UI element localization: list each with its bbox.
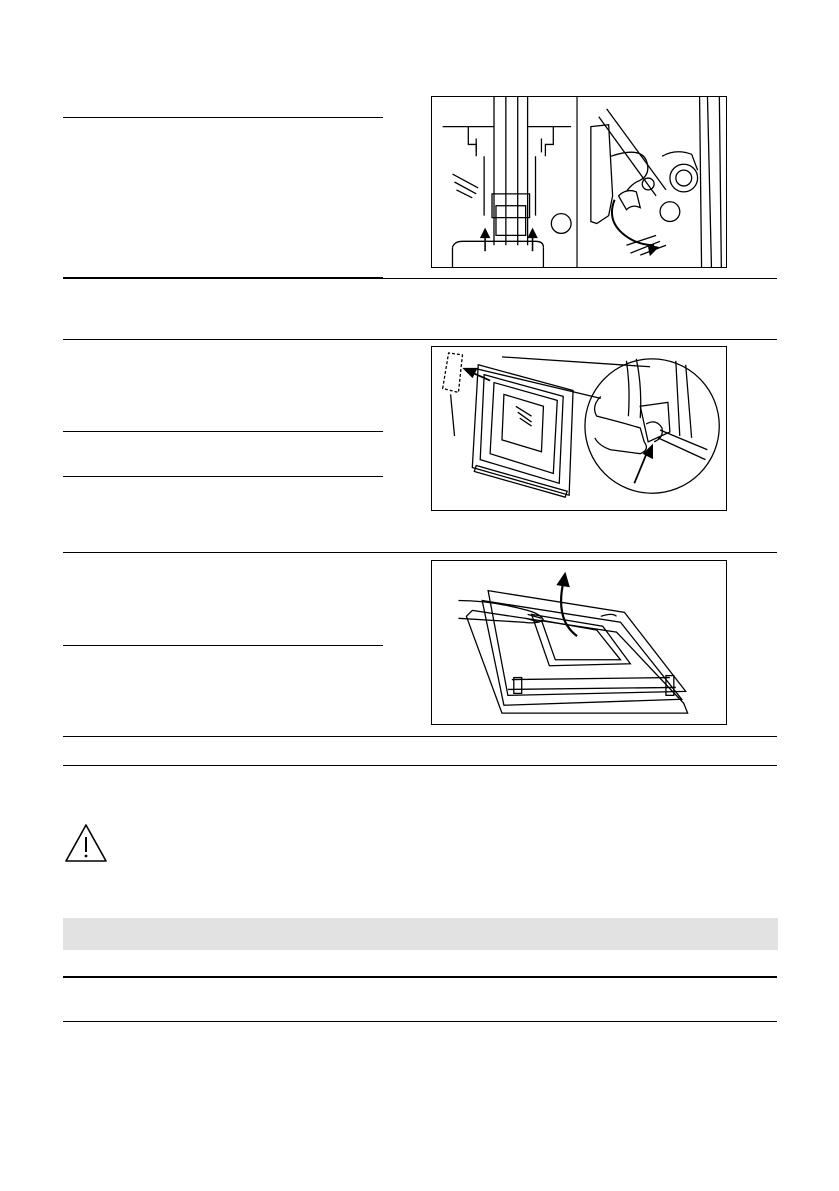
warning-triangle-icon [64, 823, 108, 863]
glass-panel-figure [431, 560, 727, 725]
table-rule [63, 736, 777, 737]
table-rule [63, 431, 383, 432]
table-rule [63, 645, 383, 646]
table-rule [63, 339, 777, 340]
table-rule [63, 476, 383, 477]
door-lift-figure [431, 346, 727, 511]
table-header-band [63, 918, 778, 950]
table-rule [63, 552, 777, 553]
table-rule [63, 1021, 777, 1022]
door-lift-out-illustration [432, 347, 726, 510]
table-rule [63, 277, 383, 279]
table-rule [63, 117, 383, 118]
table-rule [63, 765, 777, 766]
hinge-lever-figure [431, 96, 727, 268]
table-rule [383, 278, 777, 279]
glass-panel-removal-illustration [432, 561, 726, 724]
table-rule [63, 976, 777, 978]
door-hinge-lever-illustration [432, 97, 726, 267]
